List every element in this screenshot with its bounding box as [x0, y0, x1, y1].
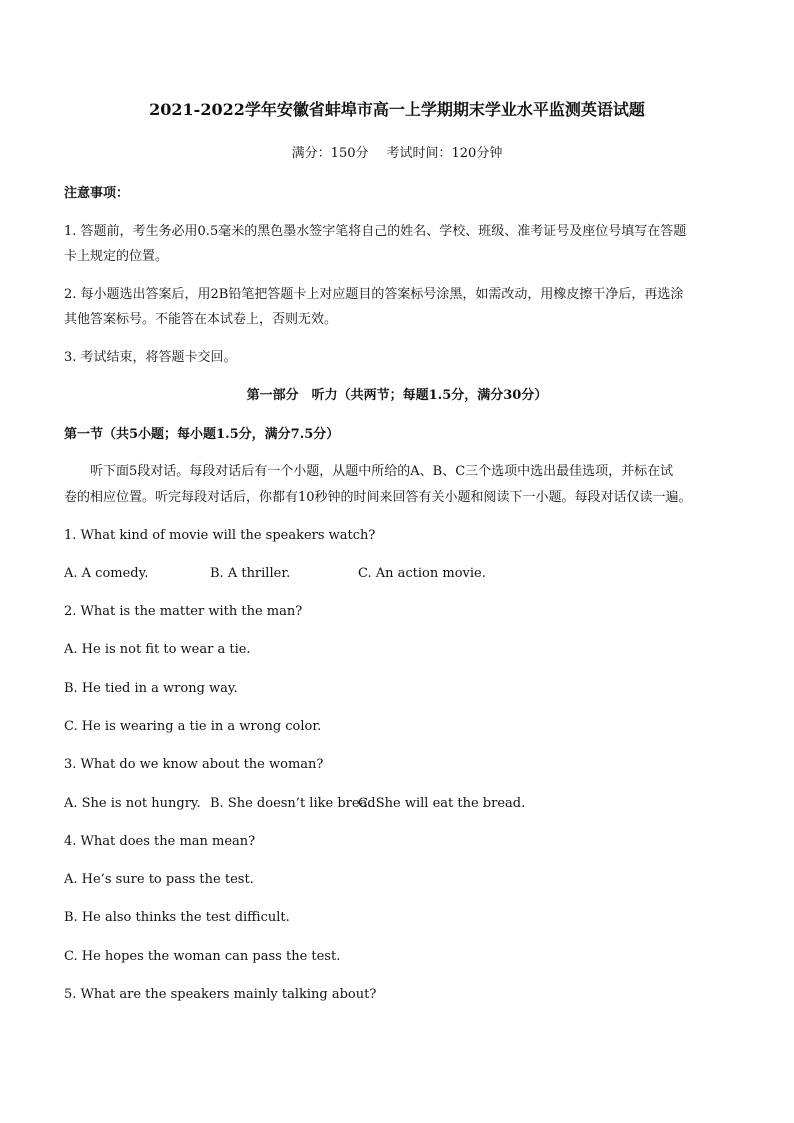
- question-4-stem: 4. What does the man mean?: [64, 834, 256, 849]
- question-4-option-b: B. He also thinks the test difficult.: [64, 910, 290, 925]
- question-2-option-b: B. He tied in a wrong way.: [64, 681, 238, 696]
- question-3-stem: 3. What do we know about the woman?: [64, 757, 324, 772]
- question-3-option-c: C. She will eat the bread.: [358, 796, 526, 811]
- instructions-line-2: 卷的相应位置。听完每段对话后，你都有10秒钟的时间来回答有关小题和阅读下一小题。每段对话仅读一遍。: [64, 490, 692, 505]
- exam-time: 考试时间：120分钟: [386, 146, 503, 161]
- part-1-heading: 第一部分 听力（共两节；每题1.5分，满分30分）: [246, 388, 548, 403]
- question-5-stem: 5. What are the speakers mainly talking about?: [64, 987, 377, 1002]
- section-1-heading: 第一节（共5小题；每小题1.5分，满分7.5分）: [64, 427, 340, 442]
- note-1-line-2: 卡上规定的位置。: [64, 249, 169, 264]
- question-1-option-a: A. A comedy.: [64, 566, 149, 581]
- question-2-stem: 2. What is the matter with the man?: [64, 604, 303, 619]
- question-1-option-b: B. A thriller.: [210, 566, 291, 581]
- notes-heading: 注意事项：: [64, 186, 130, 201]
- question-1-stem: 1. What kind of movie will the speakers watch?: [64, 528, 376, 543]
- question-1-option-c: C. An action movie.: [358, 566, 486, 581]
- question-3-option-a: A. She is not hungry.: [64, 796, 201, 811]
- note-2-line-2: 其他答案标号。不能答在本试卷上，否则无效。: [64, 312, 338, 327]
- question-4-option-a: A. He’s sure to pass the test.: [64, 872, 254, 887]
- question-2-option-a: A. He is not fit to wear a tie.: [64, 642, 251, 657]
- question-2-option-c: C. He is wearing a tie in a wrong color.: [64, 719, 322, 734]
- full-score: 满分：150分: [291, 146, 369, 161]
- exam-info: [0, 146, 794, 162]
- instructions-line-1: 听下面5段对话。每段对话后有一个小题，从题中所给的A、B、C三个选项中选出最佳选项，并标在试: [90, 464, 674, 479]
- question-4-option-c: C. He hopes the woman can pass the test.: [64, 949, 341, 964]
- note-3: 3. 考试结束，将答题卡交回。: [64, 350, 237, 365]
- page-title: 2021-2022学年安徽省蚌埠市高一上学期期末学业水平监测英语试题: [149, 100, 645, 119]
- question-3-option-b: B. She doesn’t like bread.: [210, 796, 380, 811]
- note-2-line-1: 2. 每小题选出答案后，用2B铅笔把答题卡上对应题目的答案标号涂黑，如需改动，用橡皮擦干净后，再选涂: [64, 287, 684, 302]
- note-1-line-1: 1. 答题前，考生务必用0.5毫米的黑色墨水签字笔将自己的姓名、学校、班级、准考证号及座位号填写在答题: [64, 224, 687, 239]
